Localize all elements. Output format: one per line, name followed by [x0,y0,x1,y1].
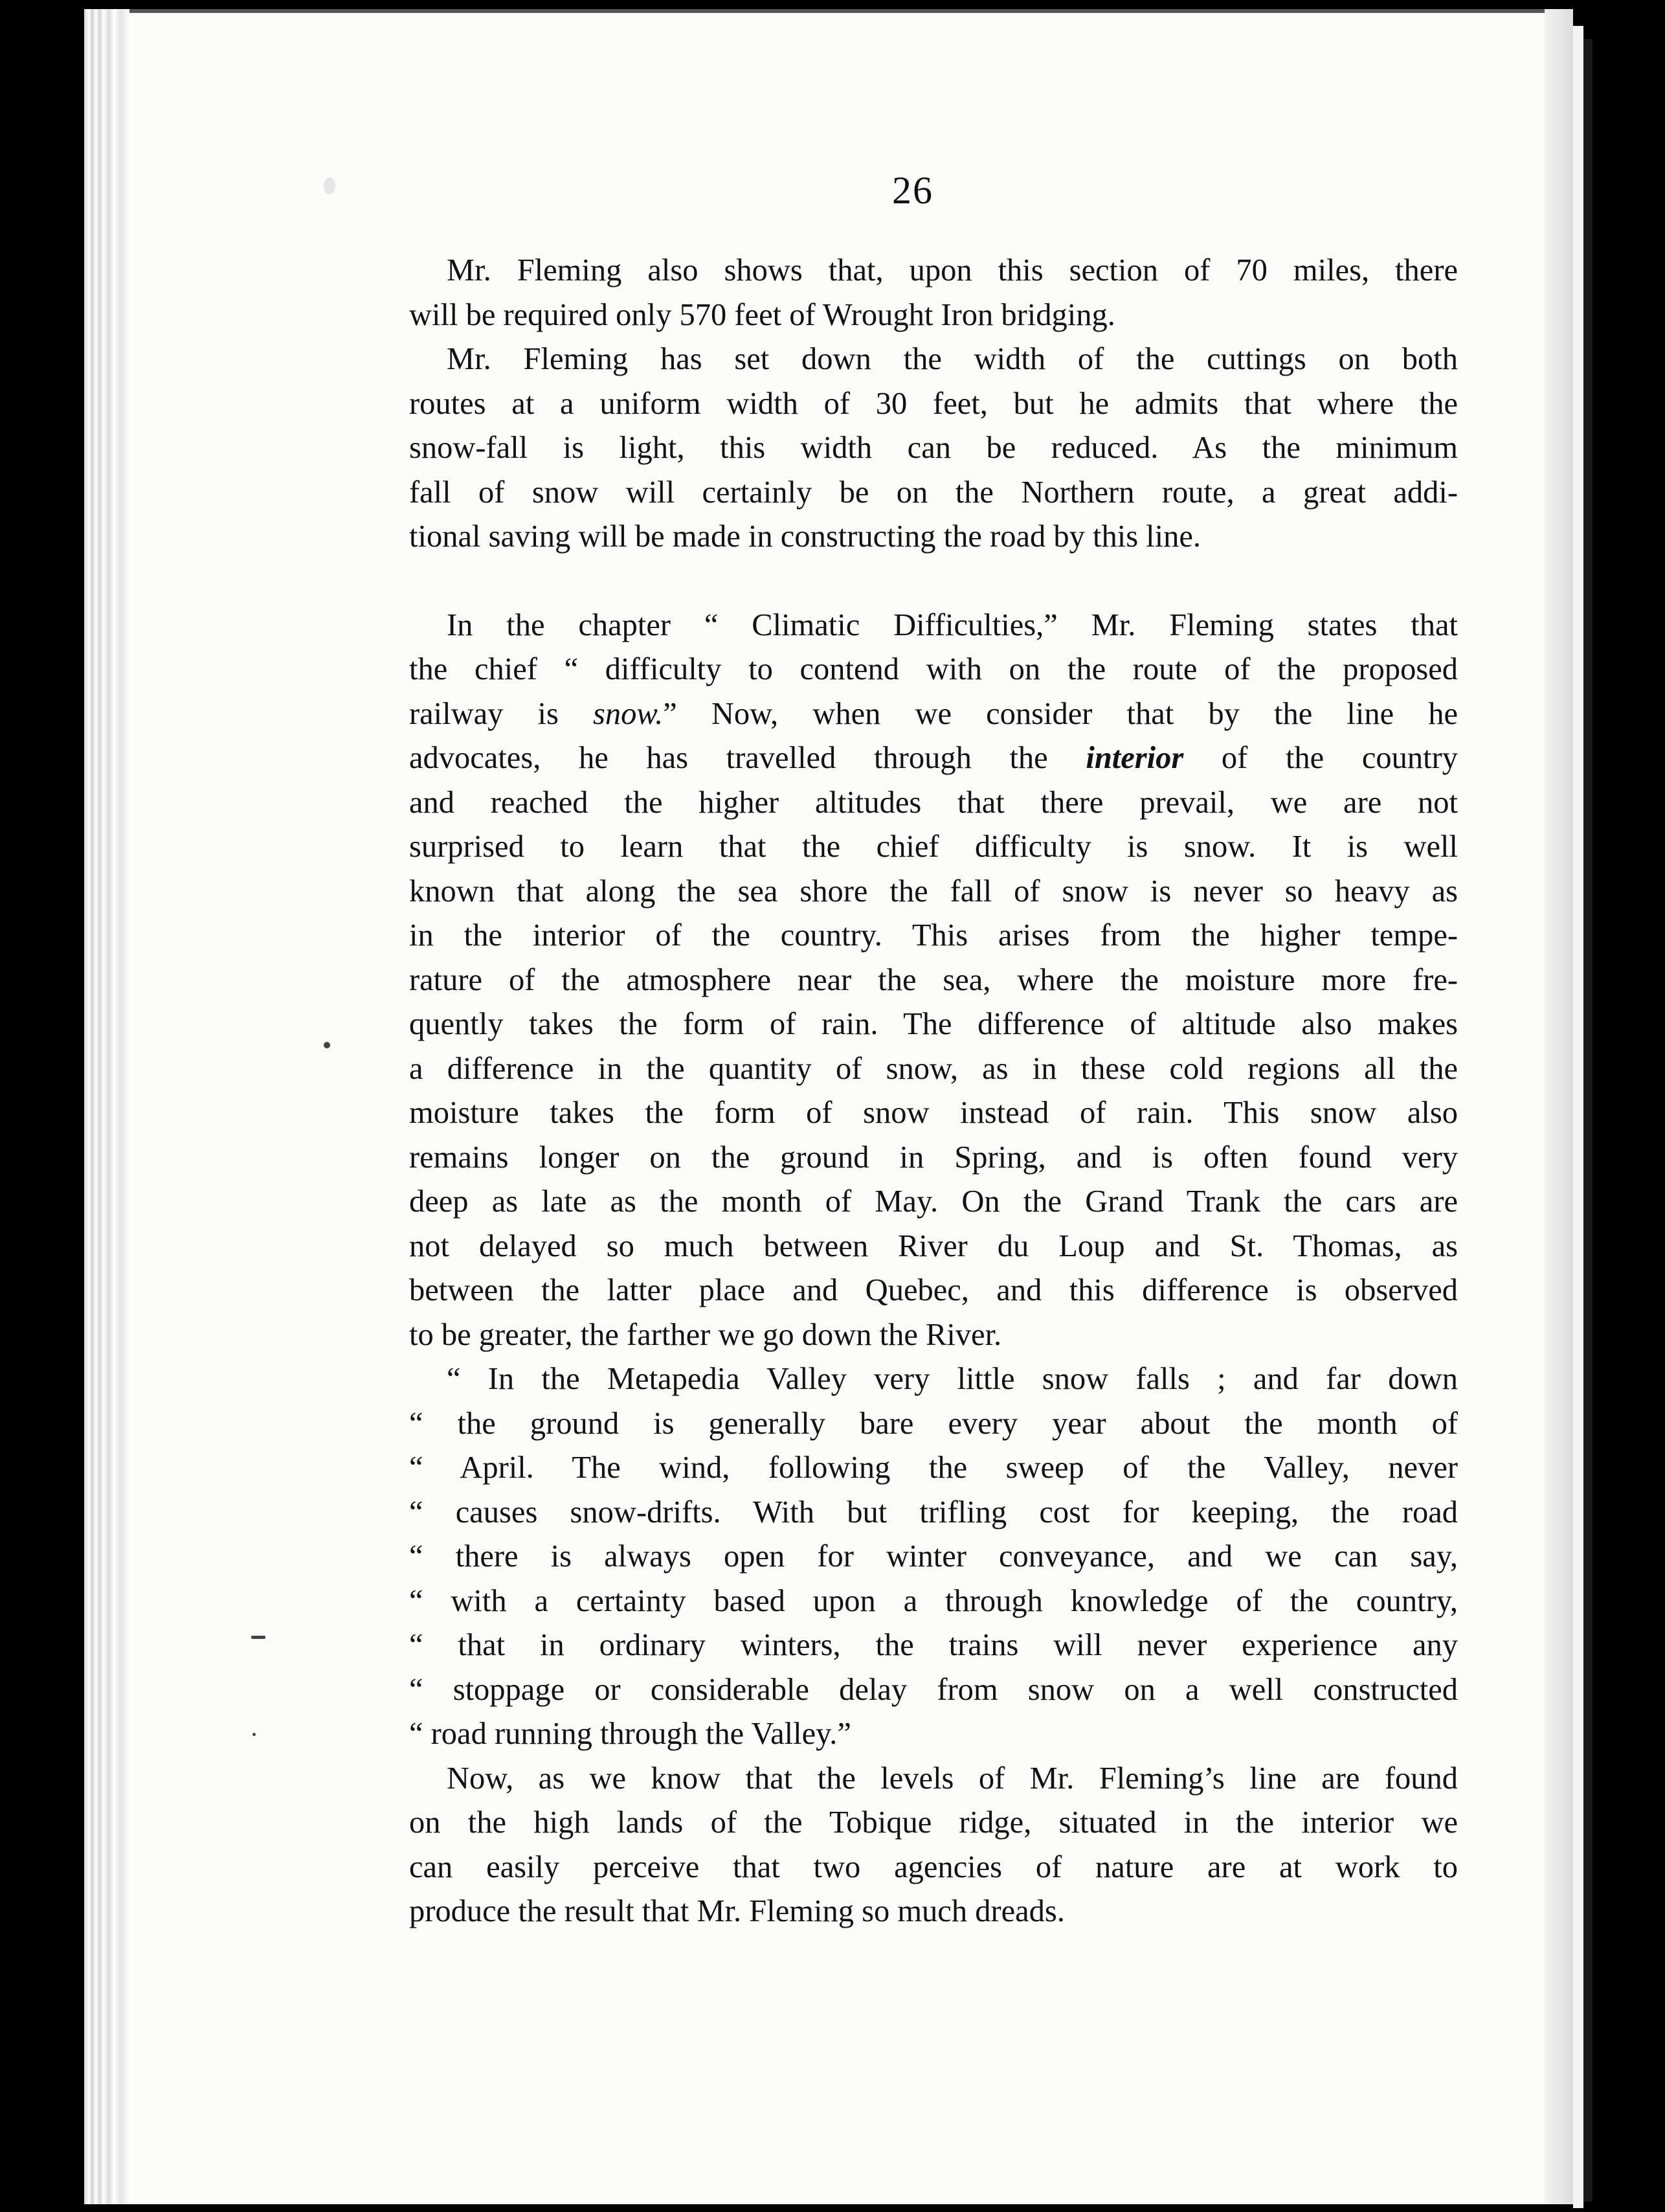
text-line: routes at a uniform width of 30 feet, but he admits that where the [409,386,1458,421]
text-line: In the chapter “ Climatic Difficulties,” Mr. Fleming states that [447,607,1458,642]
text-line: will be required only 570 feet of Wrought Iron bridging. [409,297,1115,332]
text-line: Mr. Fleming has set down the width of the cuttings on both [447,342,1458,376]
paragraph-p4 [409,1357,1458,1757]
text-line: on the high lands of the Tobique ridge, situated in the interior we [409,1805,1458,1840]
scan-speck [324,177,335,194]
text-line: quently takes the form of rain. The difference of altitude also makes [409,1007,1458,1041]
page-body-text [409,249,1458,1934]
text-line: “ stoppage or considerable delay from snow on a well constructed [409,1672,1458,1707]
text-line: deep as late as the month of May. On the Grand Trank the cars are [409,1184,1458,1219]
paragraph-p1 [409,249,1458,337]
page-top-edge [129,9,1573,13]
text-line: known that along the sea shore the fall of snow is never so heavy as [409,874,1458,909]
text-line: between the latter place and Quebec, and this difference is observed [409,1273,1458,1307]
scan-speck [251,1636,265,1639]
text-line: “ In the Metapedia Valley very little snow falls ; and far down [447,1362,1458,1396]
page-stack-edge [84,9,129,2204]
paragraph-p3 [409,604,1458,1358]
text-line: railway is snow.” Now, when we consider that by the line he [409,696,1458,731]
adjacent-page-strip [1573,26,1583,2208]
book-page [84,9,1573,2204]
text-line: surprised to learn that the chief difficulty is snow. It is well [409,830,1458,864]
text-line: moisture takes the form of snow instead of rain. This snow also [409,1096,1458,1130]
emphasis-interior: interior [1086,741,1184,775]
paragraph-gap [409,559,1458,604]
page-number: 26 [892,169,933,212]
text-line: and reached the higher altitudes that there prevail, we are not [409,785,1458,820]
text-line: “ with a certainty based upon a through knowledge of the country, [409,1583,1458,1618]
text-line: “ the ground is generally bare every year about the month of [409,1406,1458,1441]
text-line: in the interior of the country. This arises from the higher tempe- [409,918,1458,953]
text-line: can easily perceive that two agencies of nature are at work to [409,1849,1458,1884]
book-spine-shadow [1583,39,1592,2202]
text-line: rature of the atmosphere near the sea, where the moisture more fre- [409,962,1458,997]
scan-speck [324,1042,330,1048]
text-line: produce the result that Mr. Fleming so much dreads. [409,1894,1065,1928]
scan-speck [252,1733,256,1736]
text-line: the chief “ difficulty to contend with on the route of the proposed [409,652,1458,686]
text-line: “ April. The wind, following the sweep of the Valley, never [409,1450,1458,1485]
text-line: “ causes snow-drifts. With but trifling cost for keeping, the road [409,1495,1458,1529]
text-line: Now, as we know that the levels of Mr. Fleming’s line are found [447,1761,1458,1796]
page-right-margin [1545,9,1573,2204]
text-line: Mr. Fleming also shows that, upon this section of 70 miles, there [447,253,1458,288]
text-line: advocates, he has travelled through the interior of the country [409,741,1458,775]
paragraph-p5 [409,1757,1458,1934]
text-line: tional saving will be made in constructing the road by this line. [409,519,1201,554]
text-line: snow-fall is light, this width can be reduced. As the minimum [409,431,1458,465]
text-line: not delayed so much between River du Loup and St. Thomas, as [409,1228,1458,1263]
text-line: to be greater, the farther we go down the River. [409,1317,1002,1352]
text-line: “ road running through the Valley.” [409,1717,851,1751]
paragraph-p2 [409,337,1458,559]
text-line: “ that in ordinary winters, the trains will never experience any [409,1628,1458,1662]
text-line: “ there is always open for winter conveyance, and we can say, [409,1539,1458,1574]
text-line: a difference in the quantity of snow, as in these cold regions all the [409,1051,1458,1086]
text-line: remains longer on the ground in Spring, and is often found very [409,1140,1458,1175]
emphasis-snow: snow. [593,696,664,731]
text-line: fall of snow will certainly be on the Northern route, a great addi- [409,475,1458,510]
